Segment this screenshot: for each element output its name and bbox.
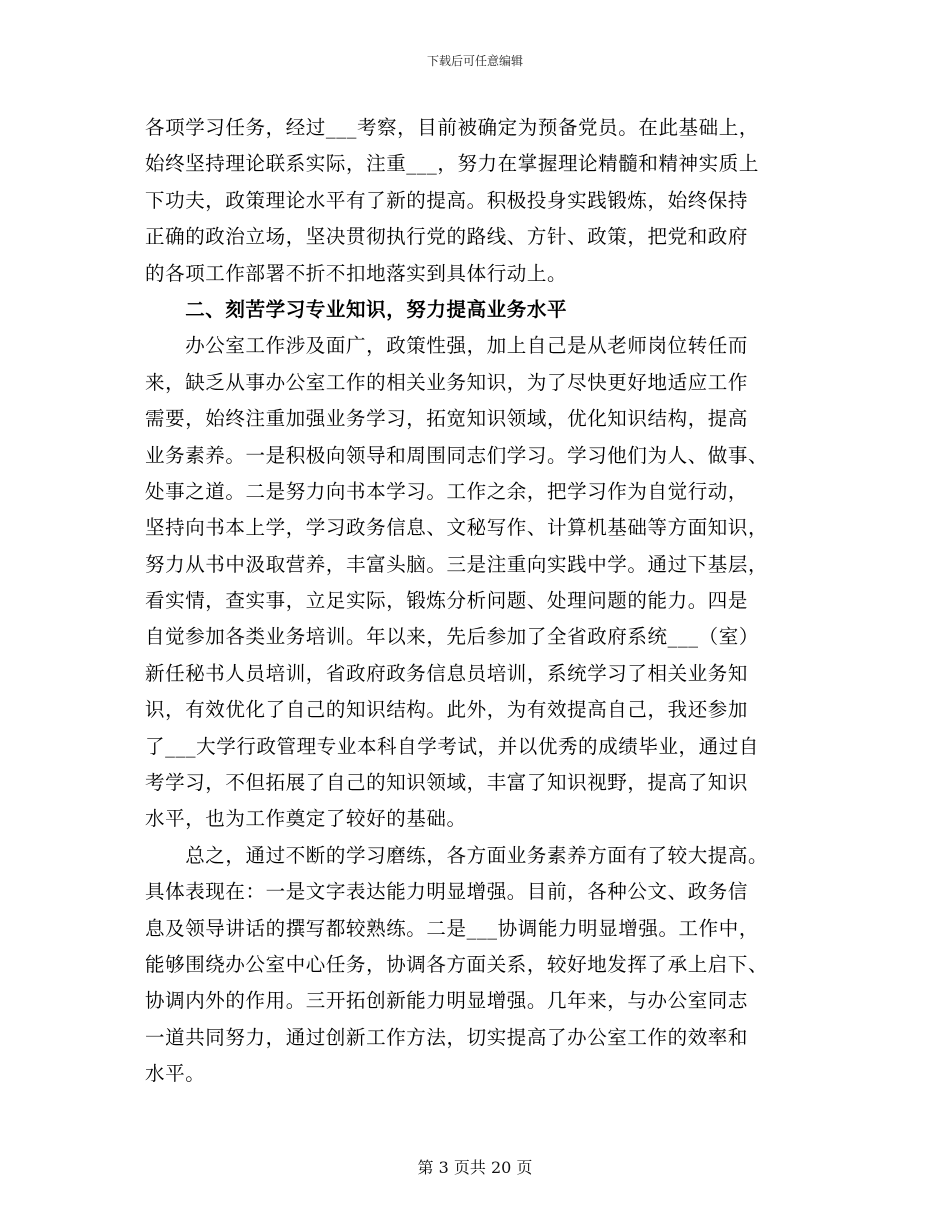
- text-line: 需要，始终注重加强业务学习，拓宽知识领域，优化知识结构，提高: [145, 407, 749, 431]
- document-body: [145, 110, 810, 1093]
- text-line: 正确的政治立场，坚决贯彻执行党的路线、方针、政策，把党和政府: [145, 225, 749, 249]
- text-line: 看实情，查实事，立足实际，锻炼分析问题、处理问题的能力。四是: [145, 589, 749, 613]
- text-line: 努力从书中汲取营养，丰富头脑。三是注重向实践中学。通过下基层，: [145, 552, 769, 576]
- text-line: 新任秘书人员培训，省政府政务信息员培训，系统学习了相关业务知: [145, 661, 749, 685]
- text-line: 业务素养。一是积极向领导和周围同志们学习。学习他们为人、做事、: [145, 443, 769, 467]
- text-line: 下功夫，政策理论水平有了新的提高。积极投身实践锻炼，始终保持: [145, 188, 749, 212]
- text-line: 水平。: [145, 1062, 206, 1086]
- page-header: 下载后可任意编辑: [426, 54, 523, 68]
- text-line: 了___大学行政管理专业本科自学考试，并以优秀的成绩毕业，通过自: [145, 734, 759, 758]
- text-line: 各项学习任务，经过___考察，目前被确定为预备党员。在此基础上，: [145, 116, 759, 139]
- text-line: 息及领导讲话的撰写都较熟练。二是___协调能力明显增强。工作中，: [145, 916, 759, 940]
- text-line: 来，缺乏从事办公室工作的相关业务知识，为了尽快更好地适应工作: [145, 370, 749, 394]
- page-number: 第 3 页共 20 页: [417, 1158, 533, 1177]
- text-line: 办公室工作涉及面广，政策性强，加上自己是从老师岗位转任而: [145, 334, 749, 358]
- text-line: 处事之道。二是努力向书本学习。工作之余，把学习作为自觉行动，: [145, 479, 749, 503]
- text-line: 具体表现在：一是文字表达能力明显增强。目前，各种公文、政务信: [145, 880, 749, 904]
- text-line: 自觉参加各类业务培训。年以来，先后参加了全省政府系统___（室）: [145, 625, 759, 649]
- text-line: 坚持向书本上学，学习政务信息、文秘写作、计算机基础等方面知识，: [145, 516, 769, 540]
- text-line: 始终坚持理论联系实际，注重___，努力在掌握理论精髓和精神实质上: [145, 152, 759, 176]
- text-line: 水平，也为工作奠定了较好的基础。: [145, 807, 467, 831]
- text-line: 的各项工作部署不折不扣地落实到具体行动上。: [145, 261, 568, 285]
- text-line: 总之，通过不断的学习磨练，各方面业务素养方面有了较大提高。: [145, 843, 769, 867]
- text-line: 协调内外的作用。三开拓创新能力明显增强。几年来，与办公室同志: [145, 989, 749, 1013]
- text-line: 识，有效优化了自己的知识结构。此外，为有效提高自己，我还参加: [145, 698, 749, 722]
- text-line: 能够围绕办公室中心任务，协调各方面关系，较好地发挥了承上启下、: [145, 952, 769, 976]
- text-line: 考学习，不但拓展了自己的知识领域，丰富了知识视野，提高了知识: [145, 771, 749, 795]
- section-heading: 二、刻苦学习专业知识，努力提高业务水平: [145, 297, 568, 321]
- text-line: 一道共同努力，通过创新工作方法，切实提高了办公室工作的效率和: [145, 1025, 749, 1049]
